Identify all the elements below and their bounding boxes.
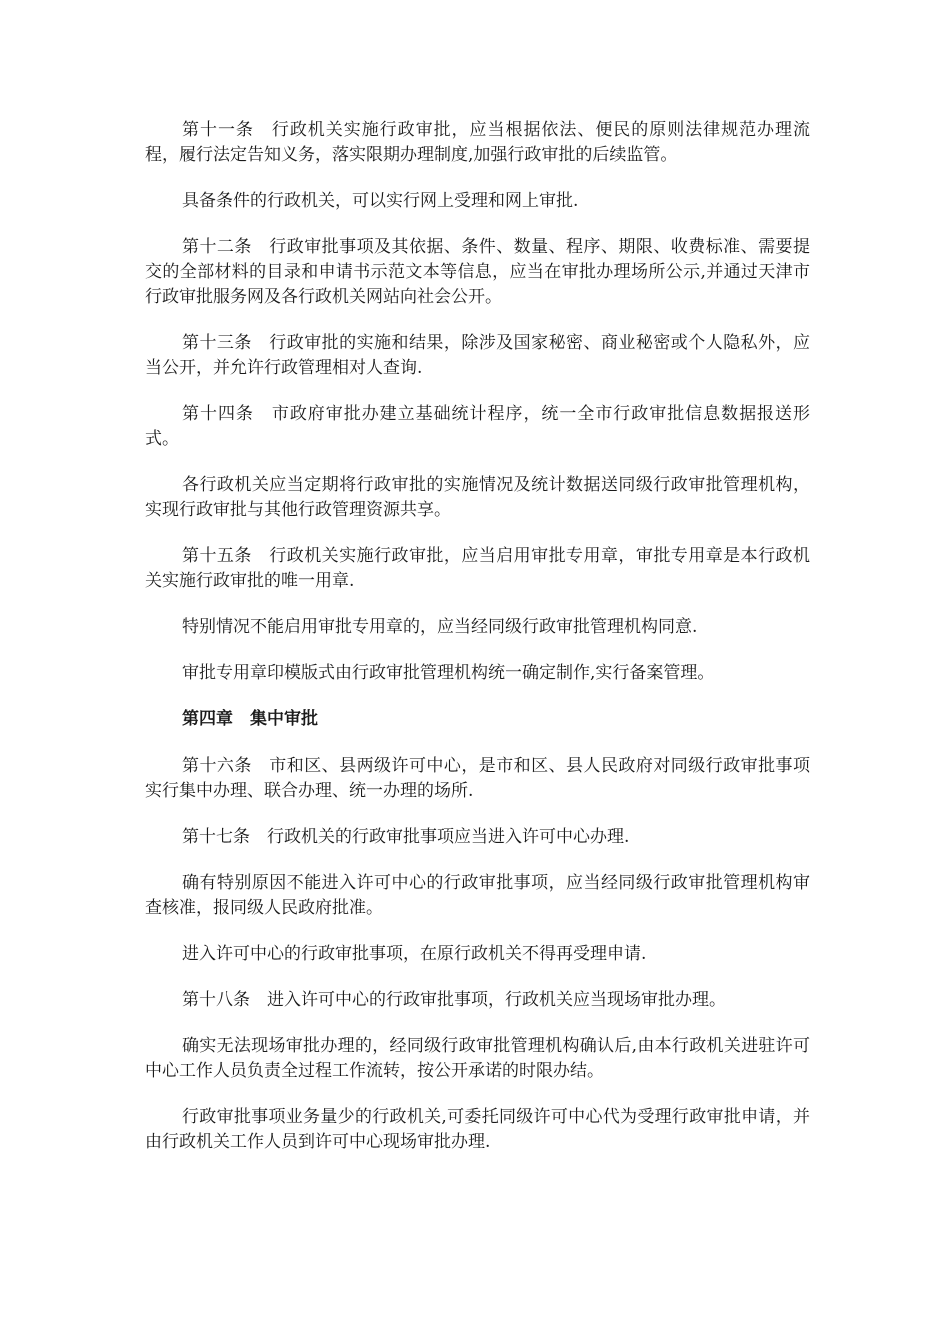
article-15-seal: 审批专用章印模版式由行政审批管理机构统一确定制作,实行备案管理。 <box>182 663 715 683</box>
article-15: 第十五条 行政机关实施行政审批，应当启用审批专用章，审批专用章是本行政机关实施行政审批的唯一用章. <box>145 546 810 591</box>
article-17-restriction: 进入许可中心的行政审批事项，在原行政机关不得再受理申请. <box>182 944 647 964</box>
article-18-exception: 确实无法现场审批办理的，经同级行政审批管理机构确认后,由本行政机关进驻许可中心工作人员负责全过程工作流转，按公开承诺的时限办结。 <box>145 1036 810 1081</box>
article-14-sharing: 各行政机关应当定期将行政审批的实施情况及统计数据送同级行政审批管理机构，实现行政审批与其他行政管理资源共享。 <box>145 475 810 520</box>
article-18: 第十八条 进入许可中心的行政审批事项，行政机关应当现场审批办理。 <box>182 990 726 1010</box>
document-body <box>145 118 810 1176</box>
article-11-online: 具备条件的行政机关，可以实行网上受理和网上审批. <box>182 191 579 211</box>
article-17: 第十七条 行政机关的行政审批事项应当进入许可中心办理. <box>182 827 630 847</box>
article-14: 第十四条 市政府审批办建立基础统计程序，统一全市行政审批信息数据报送形式。 <box>145 404 810 449</box>
article-12: 第十二条 行政审批事项及其依据、条件、数量、程序、期限、收费标准、需要提交的全部材料的目录和申请书示范文本等信息，应当在审批办理场所公示,并通过天津市行政审批服务网及各行政机关网站向社会公开。 <box>145 237 810 307</box>
article-15-exception: 特别情况不能启用审批专用章的，应当经同级行政审批管理机构同意. <box>182 617 698 637</box>
article-11: 第十一条 行政机关实施行政审批，应当根据依法、便民的原则法律规范办理流程，履行法定告知义务，落实限期办理制度,加强行政审批的后续监管。 <box>145 120 810 165</box>
article-16: 第十六条 市和区、县两级许可中心，是市和区、县人民政府对同级行政审批事项实行集中办理、联合办理、统一办理的场所. <box>145 756 810 801</box>
chapter-4-heading: 第四章 集中审批 <box>182 709 318 729</box>
article-13: 第十三条 行政审批的实施和结果，除涉及国家秘密、商业秘密或个人隐私外，应当公开，并允许行政管理相对人查询. <box>145 333 810 378</box>
article-17-exception: 确有特别原因不能进入许可中心的行政审批事项，应当经同级行政审批管理机构审查核准，报同级人民政府批准。 <box>145 873 810 918</box>
article-18-delegation: 行政审批事项业务量少的行政机关,可委托同级许可中心代为受理行政审批申请，并由行政机关工作人员到许可中心现场审批办理. <box>145 1107 810 1152</box>
